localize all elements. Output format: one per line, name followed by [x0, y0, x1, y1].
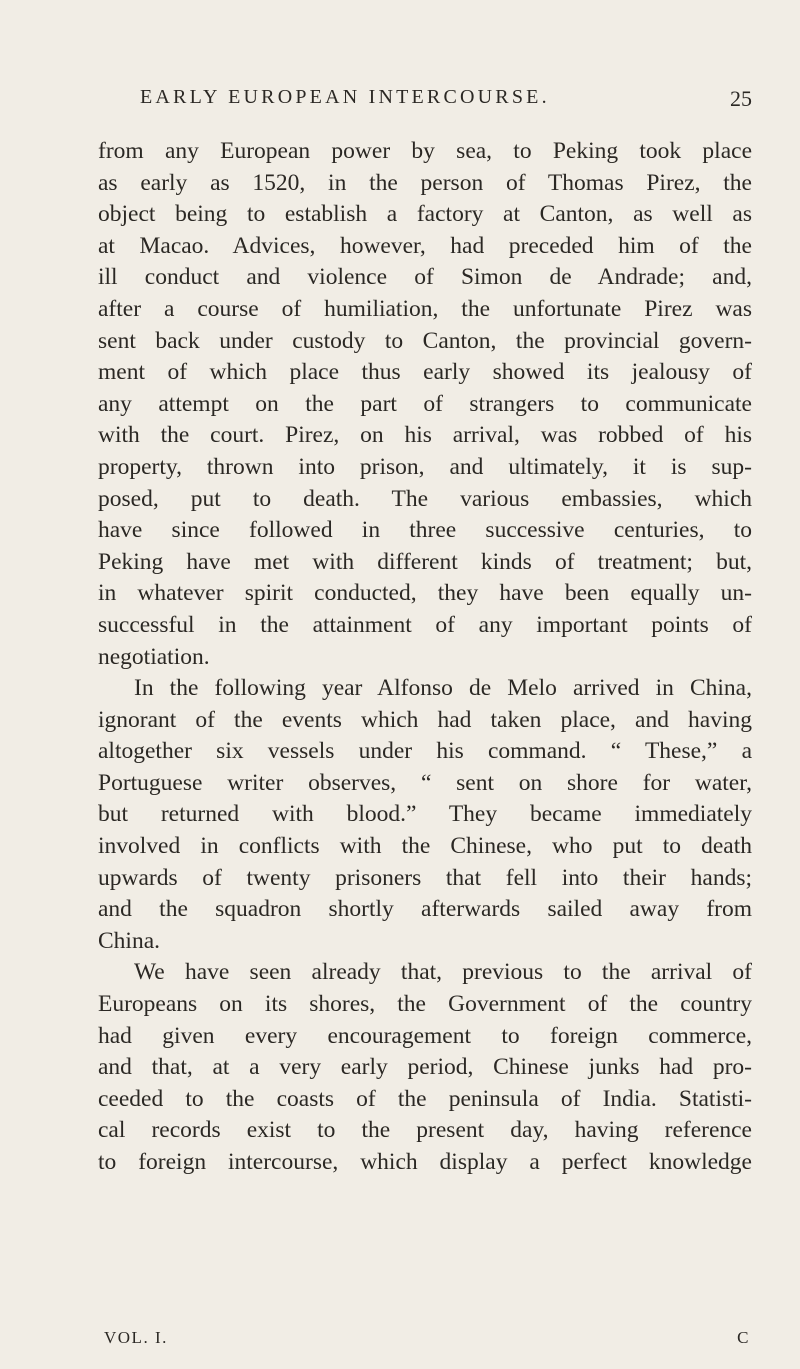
text-line: posed, put to death. The various embassies, which — [98, 485, 752, 512]
text-line: successful in the attainment of any important points of — [98, 611, 752, 638]
paragraph-2 — [98, 673, 752, 957]
text-line: from any European power by sea, to Peking took place — [98, 138, 752, 164]
text-line: Portuguese writer observes, “ sent on shore for water, — [98, 769, 752, 796]
text-line: as early as 1520, in the person of Thomas Pirez, the — [98, 169, 752, 196]
text-line: Europeans on its shores, the Government of the country — [98, 991, 752, 1018]
text-line: and the squadron shortly afterwards sailed away from — [98, 896, 752, 923]
page-footer — [104, 1328, 750, 1354]
running-title: EARLY EUROPEAN INTERCOURSE. — [140, 86, 550, 108]
text-line: in whatever spirit conducted, they have been equally un- — [98, 580, 752, 607]
text-line: after a course of humiliation, the unfortunate Pirez was — [98, 295, 752, 322]
text-line: negotiation. — [98, 643, 210, 670]
text-line: cal records exist to the present day, having reference — [98, 1117, 752, 1144]
text-line: ignorant of the events which had taken place, and having — [98, 706, 752, 733]
text-line: and that, at a very early period, Chinese junks had pro- — [98, 1054, 752, 1081]
text-line: In the following year Alfonso de Melo arrived in China, — [134, 675, 752, 702]
text-line: have since followed in three successive centuries, to — [98, 517, 752, 544]
text-line: any attempt on the part of strangers to communicate — [98, 390, 752, 417]
text-line: involved in conflicts with the Chinese, who put to death — [98, 833, 752, 860]
text-line: property, thrown into prison, and ultimately, it is sup- — [98, 453, 752, 480]
volume-mark: VOL. I. — [104, 1328, 168, 1347]
paragraph-3 — [98, 957, 752, 1178]
text-line: We have seen already that, previous to the arrival of — [134, 959, 752, 986]
text-line: with the court. Pirez, on his arrival, was robbed of his — [98, 422, 752, 449]
running-head — [98, 86, 752, 116]
paragraph-1 — [98, 136, 752, 673]
text-line: ment of which place thus early showed its jealousy of — [98, 359, 752, 386]
text-line: at Macao. Advices, however, had preceded him of the — [98, 232, 752, 259]
text-line: upwards of twenty prisoners that fell into their hands; — [98, 864, 752, 891]
text-line: altogether six vessels under his command. “ These,” a — [98, 738, 752, 765]
text-line: had given every encouragement to foreign commerce, — [98, 1022, 752, 1049]
text-line: but returned with blood.” They became immediately — [98, 801, 752, 828]
text-line: sent back under custody to Canton, the provincial govern- — [98, 327, 752, 354]
text-line: China. — [98, 927, 161, 954]
signature-mark: C — [737, 1328, 750, 1347]
text-line: ceeded to the coasts of the peninsula of India. Statisti- — [98, 1085, 752, 1112]
body-text — [98, 136, 752, 1179]
text-line: Peking have met with different kinds of treatment; but, — [98, 548, 752, 575]
text-line: to foreign intercourse, which display a perfect knowledge — [98, 1149, 752, 1175]
text-line: ill conduct and violence of Simon de Andrade; and, — [98, 264, 752, 291]
text-line: object being to establish a factory at Canton, as well as — [98, 201, 752, 228]
page-number: 25 — [730, 86, 752, 111]
